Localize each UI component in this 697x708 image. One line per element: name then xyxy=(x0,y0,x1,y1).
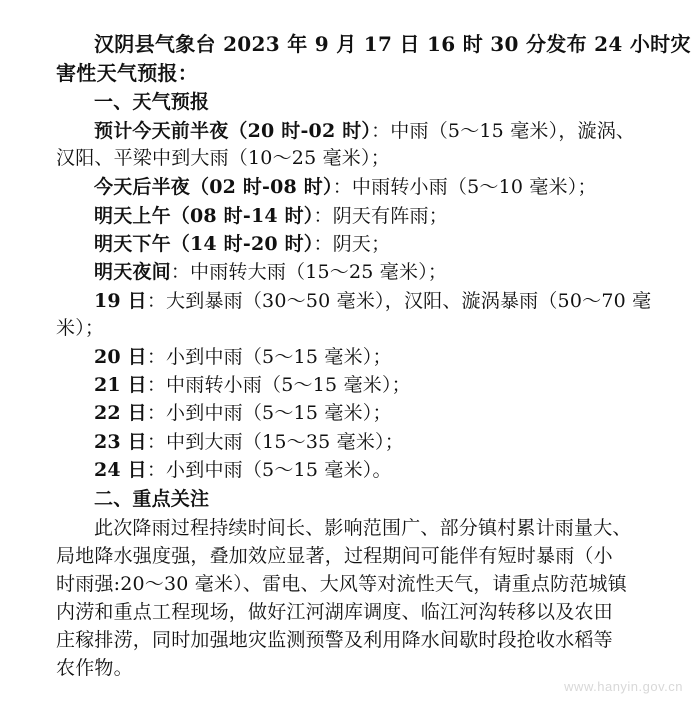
forecast-period-tonight-second-half xyxy=(94,174,597,201)
site-watermark: www.hanyin.gov.cn xyxy=(564,679,683,694)
day-text: ：小到中雨（5～15 毫米）； xyxy=(146,346,392,368)
section-2-paragraph-line: 农作物。 xyxy=(56,657,133,679)
section-1-heading: 一、天气预报 xyxy=(94,91,210,113)
forecast-period-tomorrow-morning xyxy=(94,203,448,230)
forecast-period-tonight-first-half-cont: 汉阳、平梁中到大雨（10～25 毫米）； xyxy=(56,147,390,169)
section-2-paragraph-line: 内涝和重点工程现场，做好江河湖库调度、临江河沟转移以及农田 xyxy=(56,601,613,623)
forecast-day-23 xyxy=(94,429,404,456)
day-text: ：小到中雨（5～15 毫米）。 xyxy=(146,459,392,481)
period-label: 明天上午（08 时-14 时） xyxy=(94,205,314,227)
period-label: 明天下午（14 时-20 时） xyxy=(94,233,314,255)
forecast-day-20 xyxy=(94,344,392,371)
forecast-day-21 xyxy=(94,372,411,399)
period-text: ：中雨转小雨（5～10 毫米）； xyxy=(332,176,597,198)
day-text: ：小到中雨（5～15 毫米）； xyxy=(146,402,392,424)
forecast-day-24 xyxy=(94,457,392,484)
forecast-period-tomorrow-night xyxy=(94,259,447,286)
day-label: 23 日 xyxy=(94,431,147,453)
day-label: 19 日 xyxy=(94,290,147,312)
day-label: 24 日 xyxy=(94,459,147,481)
forecast-period-tonight-first-half xyxy=(94,118,635,145)
period-label: 今天后半夜（02 时-08 时） xyxy=(94,176,333,198)
day-label: 20 日 xyxy=(94,346,147,368)
section-2-heading: 二、重点关注 xyxy=(94,488,210,510)
period-text: ：中雨转大雨（15～25 毫米）； xyxy=(170,261,448,283)
period-text: ：阴天； xyxy=(313,233,391,255)
section-2-paragraph-line: 庄稼排涝，同时加强地灾监测预警及利用降水间歇时段抢收水稻等 xyxy=(56,629,613,651)
day-label: 22 日 xyxy=(94,402,147,424)
section-2-paragraph-line: 局地降水强度强，叠加效应显著，过程期间可能伴有短时暴雨（小 xyxy=(56,545,613,567)
day-text: ：中雨转小雨（5～15 毫米）； xyxy=(146,374,411,396)
day-label: 21 日 xyxy=(94,374,147,396)
section-2-paragraph-line: 时雨强:20～30 毫米）、雷电、大风等对流性天气，请重点防范城镇 xyxy=(56,573,627,595)
day-text: ：中到大雨（15～35 毫米）； xyxy=(146,431,404,453)
section-2-paragraph-line: 此次降雨过程持续时间长、影响范围广、部分镇村累计雨量大、 xyxy=(94,517,632,539)
forecast-period-tomorrow-afternoon xyxy=(94,231,390,258)
period-text: ：阴天有阵雨； xyxy=(313,205,448,227)
period-text: ：中雨（5～15 毫米），漩涡、 xyxy=(371,120,636,142)
document-title-line-1: 汉阴县气象台 2023 年 9 月 17 日 16 时 30 分发布 24 小时灾 xyxy=(94,32,691,56)
forecast-day-19-cont: 米）； xyxy=(56,317,105,339)
document-title-line-2: 害性天气预报： xyxy=(56,61,199,85)
forecast-day-22 xyxy=(94,400,392,427)
period-label: 预计今天前半夜（20 时-02 时） xyxy=(94,120,372,142)
period-label: 明天夜间 xyxy=(94,261,171,283)
day-text: ：大到暴雨（30～50 毫米），汉阳、漩涡暴雨（50～70 毫 xyxy=(146,290,652,312)
forecast-day-19 xyxy=(94,288,651,315)
